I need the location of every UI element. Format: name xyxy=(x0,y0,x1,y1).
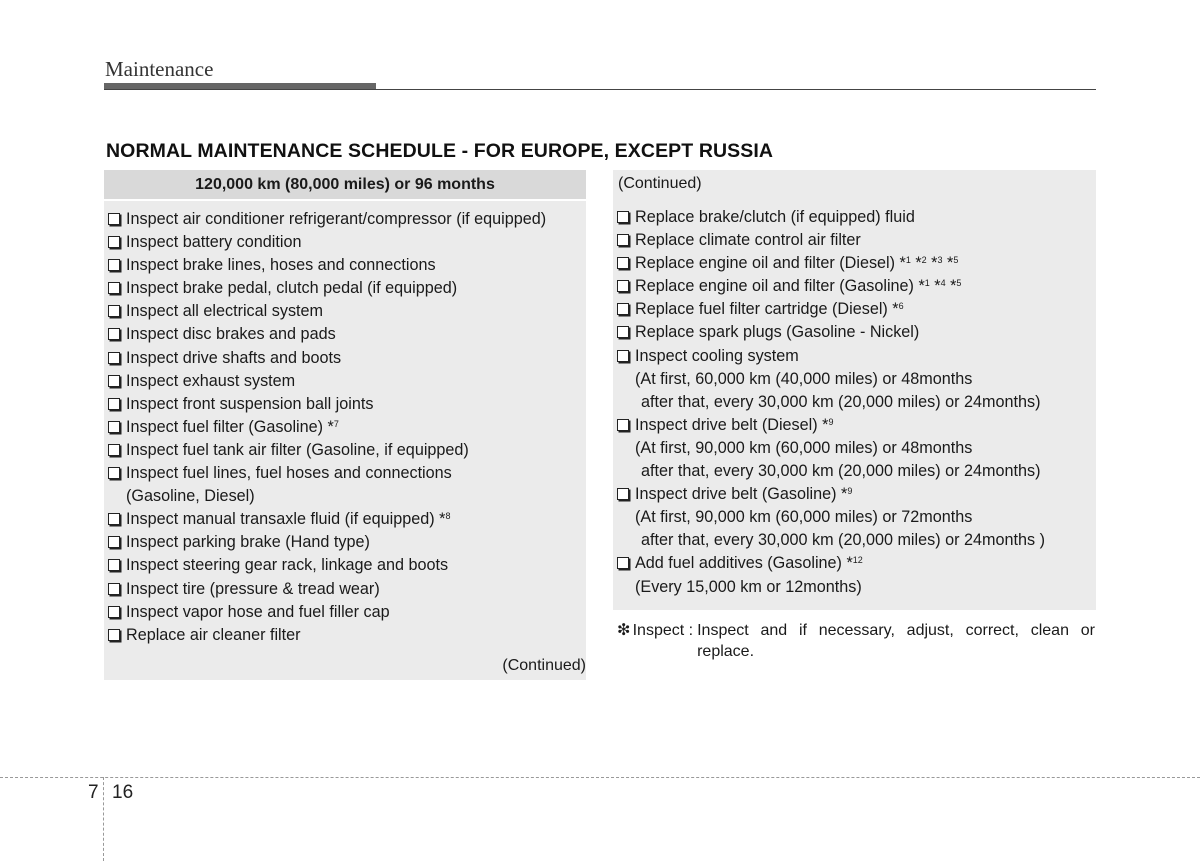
list-item: Inspect steering gear rack, linkage and boots xyxy=(104,554,586,577)
checklist-left xyxy=(104,208,586,647)
checkbox-icon xyxy=(108,629,120,641)
checkbox-icon xyxy=(617,557,629,569)
footnote-ref: 3 xyxy=(937,255,943,266)
checkbox-icon xyxy=(108,398,120,410)
checkbox-icon xyxy=(108,236,120,248)
list-item: Replace engine oil and filter (Gasoline) *$^1$ *$^4$ *$^5$ xyxy=(613,275,1096,298)
list-item: Inspect air conditioner refrigerant/compressor (if equipped) xyxy=(104,208,586,231)
checkbox-icon xyxy=(108,305,120,317)
footnote-ref: 5 xyxy=(956,278,962,289)
footnote-ref: 8 xyxy=(445,511,451,522)
checkbox-icon xyxy=(617,303,629,315)
checkbox-icon xyxy=(108,559,120,571)
list-item: Replace spark plugs (Gasoline - Nickel) xyxy=(613,321,1096,344)
checkbox-icon xyxy=(617,419,629,431)
list-item: Inspect drive belt (Gasoline) *$^9$ (At first, 90,000 km (60,000 miles) or 72months after that, every 30,000 km (20,000 miles) or 24months ) xyxy=(613,483,1096,552)
checklist-right xyxy=(613,206,1096,599)
list-item: Inspect drive shafts and boots xyxy=(104,347,586,370)
list-item: Inspect vapor hose and fuel filler cap xyxy=(104,601,586,624)
checkbox-icon xyxy=(617,326,629,338)
header-rule xyxy=(104,89,1096,90)
checkbox-icon xyxy=(617,350,629,362)
checkbox-icon xyxy=(108,213,120,225)
list-item: Replace fuel filter cartridge (Diesel) *$^6$ xyxy=(613,298,1096,321)
checkbox-icon xyxy=(108,513,120,525)
list-item: Inspect disc brakes and pads xyxy=(104,323,586,346)
list-item: Inspect battery condition xyxy=(104,231,586,254)
schedule-panel-right xyxy=(613,170,1096,610)
chapter-number: 7 xyxy=(88,782,99,803)
checkbox-icon xyxy=(617,488,629,500)
footnote-ref: 9 xyxy=(847,486,853,497)
footnote-ref: 1 xyxy=(905,255,911,266)
continued-label: (Continued) xyxy=(618,175,702,192)
list-item: Inspect front suspension ball joints xyxy=(104,393,586,416)
checkbox-icon xyxy=(617,257,629,269)
page-heading: NORMAL MAINTENANCE SCHEDULE - FOR EUROPE, EXCEPT RUSSIA xyxy=(106,140,774,162)
checkbox-icon xyxy=(617,280,629,292)
list-item: Inspect fuel tank air filter (Gasoline, if equipped) xyxy=(104,439,586,462)
footnote-ref: 7 xyxy=(333,418,339,429)
checkbox-icon xyxy=(108,536,120,548)
checkbox-icon xyxy=(617,211,629,223)
checkbox-icon xyxy=(108,421,120,433)
footer-divider xyxy=(0,777,1200,778)
list-item: Inspect manual transaxle fluid (if equipped) *$^8$ xyxy=(104,508,586,531)
inspect-note xyxy=(617,620,1095,662)
list-item: Inspect fuel filter (Gasoline) *$^7$ xyxy=(104,416,586,439)
list-item: Inspect tire (pressure & tread wear) xyxy=(104,578,586,601)
note-text: Inspect and if necessary, adjust, correct, clean or replace. xyxy=(697,622,1095,660)
page-number-value: 16 xyxy=(112,782,134,803)
list-item: Replace engine oil and filter (Diesel) *$^1$ *$^2$ *$^3$ *$^5$ xyxy=(613,252,1096,275)
checkbox-icon xyxy=(108,444,120,456)
checkbox-icon xyxy=(108,375,120,387)
checkbox-icon xyxy=(108,328,120,340)
section-title: Maintenance xyxy=(105,57,214,81)
checkbox-icon xyxy=(617,234,629,246)
checkbox-icon xyxy=(108,352,120,364)
footnote-ref: 9 xyxy=(828,416,834,427)
footnote-ref: 6 xyxy=(898,301,904,312)
list-item: Inspect cooling system (At first, 60,000 km (40,000 miles) or 48months after that, every 30,000 km (20,000 miles) or 24months) xyxy=(613,345,1096,414)
note-symbol-icon: ❇ xyxy=(617,622,631,639)
checkbox-icon xyxy=(108,259,120,271)
footnote-ref: 5 xyxy=(953,255,959,266)
note-label: Inspect : xyxy=(632,622,694,639)
checkbox-icon xyxy=(108,606,120,618)
checkbox-icon xyxy=(108,282,120,294)
footnote-ref: 2 xyxy=(921,255,927,266)
list-item: Inspect fuel lines, fuel hoses and connections (Gasoline, Diesel) xyxy=(104,462,586,508)
interval-header: 120,000 km (80,000 miles) or 96 months xyxy=(104,170,586,201)
footnote-ref: 1 xyxy=(924,278,930,289)
list-item: Replace brake/clutch (if equipped) fluid xyxy=(613,206,1096,229)
schedule-panel-left xyxy=(104,170,586,680)
list-item: Add fuel additives (Gasoline) *$^{12}$ (Every 15,000 km or 12months) xyxy=(613,552,1096,598)
checkbox-icon xyxy=(108,467,120,479)
checkbox-icon xyxy=(108,583,120,595)
footnote-ref: 12 xyxy=(852,555,863,566)
list-item: Inspect drive belt (Diesel) *$^9$ (At first, 90,000 km (60,000 miles) or 48months after that, every 30,000 km (20,000 miles) or 24months) xyxy=(613,414,1096,483)
list-item: Inspect parking brake (Hand type) xyxy=(104,531,586,554)
list-item: Inspect brake pedal, clutch pedal (if equipped) xyxy=(104,277,586,300)
list-item: Inspect all electrical system xyxy=(104,300,586,323)
list-item: Replace air cleaner filter xyxy=(104,624,586,647)
continued-label: (Continued) xyxy=(502,657,586,674)
footer-divider-vertical xyxy=(103,777,104,861)
footnote-ref: 4 xyxy=(940,278,946,289)
list-item: Inspect brake lines, hoses and connections xyxy=(104,254,586,277)
list-item: Inspect exhaust system xyxy=(104,370,586,393)
list-item: Replace climate control air filter xyxy=(613,229,1096,252)
